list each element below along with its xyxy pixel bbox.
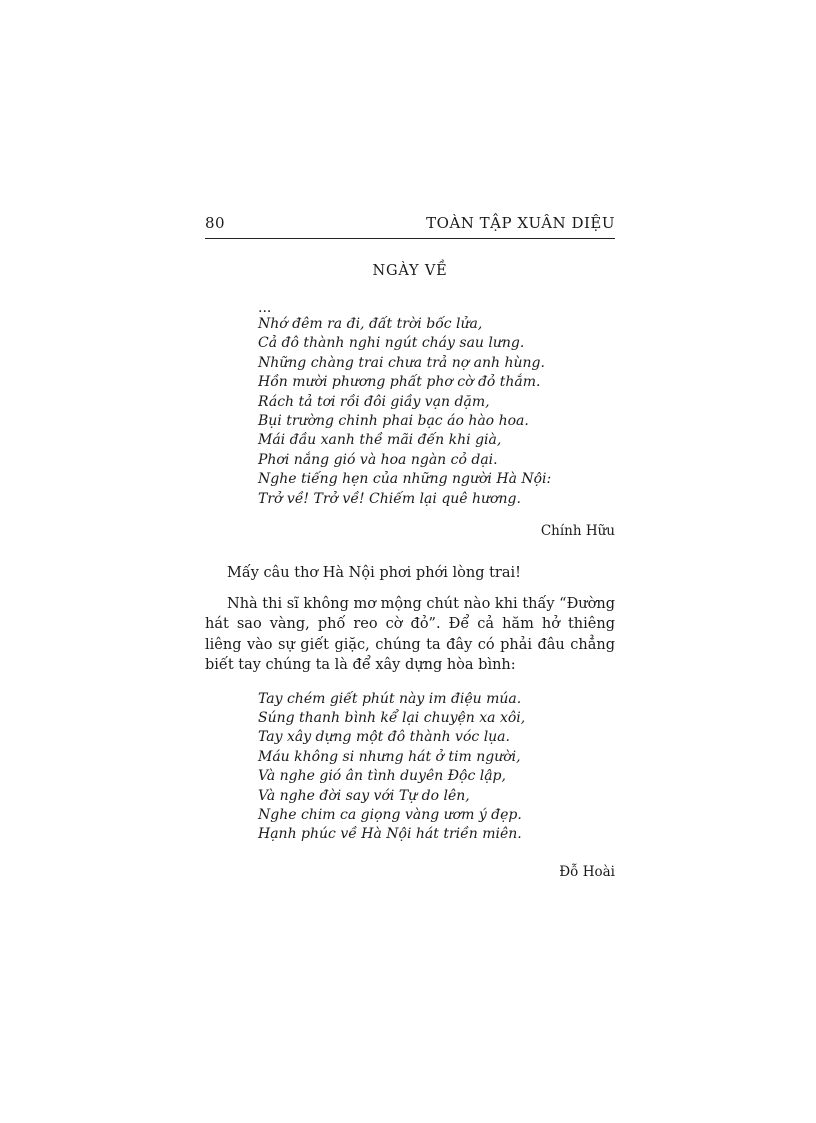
poem-author-chinh-huu: Chính Hữu — [540, 523, 615, 540]
poem-line: Nhớ đêm ra đi, đất trời bốc lửa, — [258, 316, 483, 332]
poem-line: Bụi trường chinh phai bạc áo hào hoa. — [258, 413, 529, 430]
poem-line: Và nghe gió ân tình duyên Độc lập, — [258, 768, 506, 785]
book-page — [205, 214, 615, 880]
poem-line: Cả đô thành nghi ngút cháy sau lưng. — [258, 335, 525, 352]
poem-line: Những chàng trai chưa trả nợ anh hùng. — [258, 354, 545, 371]
poem-line: Hạnh phúc về Hà Nội hát triền miên. — [258, 826, 522, 843]
poem-line: Súng thanh bình kể lại chuyện xa xôi, — [258, 709, 526, 726]
poem-line: Phơi nắng gió và hoa ngàn cỏ dại. — [258, 451, 498, 468]
poem-do-hoai — [258, 690, 615, 845]
book-title: TOÀN TẬP XUÂN DIỆU — [426, 214, 615, 232]
paragraph: Nhà thi sĩ không mơ mộng chút nào khi thấy “Đường hát sao vàng, phố reo cờ đỏ”. Để cả hăm hở thiêng liêng vào sự giết giặc, chúng ta đây có phải đâu chẳng biết tay chúng ta là để xây dựng hòa bình: — [205, 595, 615, 674]
poem-line: Rách tả tơi rồi đôi giầy vạn dặm, — [258, 393, 490, 410]
poem-line: Và nghe đời say với Tự do lên, — [258, 787, 470, 804]
poem-line: Hồn mười phương phất phơ cờ đỏ thắm. — [258, 374, 541, 391]
poem-author-do-hoai: Đỗ Hoài — [559, 863, 615, 880]
paragraph: Mấy câu thơ Hà Nội phơi phới lòng trai! — [227, 565, 521, 582]
poem-line: Mái đầu xanh thề mãi đến khi già, — [258, 432, 502, 449]
poem-line: Tay chém giết phút này im điệu múa. — [258, 690, 522, 707]
poem-ellipsis: ... — [258, 300, 272, 316]
poem-line: Trở về! Trở về! Chiếm lại quê hương. — [258, 490, 521, 507]
running-header — [205, 214, 615, 239]
poem-chinh-huu — [258, 301, 615, 509]
poem-line: Nghe tiếng hẹn của những người Hà Nội: — [258, 471, 552, 488]
section-title: NGÀY VỀ — [372, 263, 448, 279]
prose-body — [205, 563, 615, 676]
poem-line: Nghe chim ca giọng vàng ươm ý đẹp. — [258, 807, 522, 823]
page-number: 80 — [205, 214, 226, 232]
poem-line: Máu không si nhưng hát ở tim người, — [258, 748, 521, 765]
poem-line: Tay xây dựng một đô thành vóc lụa. — [258, 729, 510, 746]
